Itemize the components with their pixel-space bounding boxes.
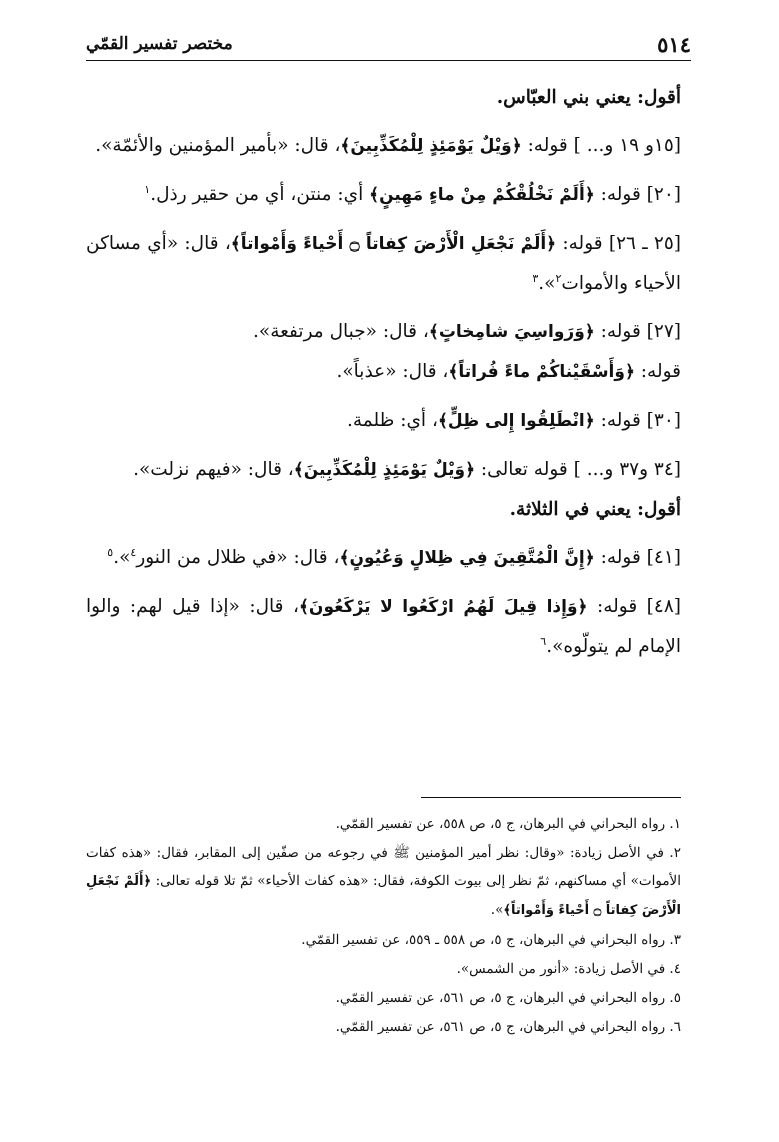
quran-quote: ﴿وَرَواسِيَ شامِخاتٍ﴾: [428, 322, 595, 342]
main-text: [86, 78, 681, 675]
paragraph: [86, 450, 681, 490]
paragraph: [86, 78, 681, 117]
paragraph-text: ، أي: ظلمة.: [347, 410, 438, 431]
paragraph: [86, 312, 681, 352]
verse-ref: [٤١] قوله:: [594, 547, 681, 568]
verse-ref: [٢٥ ـ ٢٦] قوله:: [556, 233, 681, 254]
verse-ref: [٢٧] قوله:: [594, 321, 681, 342]
paragraph: [86, 126, 681, 166]
footnote: [86, 984, 681, 1012]
paragraph-text: ».: [113, 547, 131, 568]
paragraph: [86, 352, 681, 392]
paragraph-text: ، قال: «عذباً».: [336, 361, 449, 382]
paragraph-text: ، قال: «فيهم نزلت».: [133, 459, 294, 480]
footnote-marker[interactable]: ٥: [107, 545, 114, 559]
footnote-separator: [421, 797, 681, 798]
footnotes: [86, 810, 681, 1042]
running-title: مختصر تفسير القمّي: [86, 34, 233, 54]
paragraph-text: أقول: يعني في الثلاثة.: [509, 499, 681, 520]
quran-quote: ﴿وَإِذا قِيلَ لَهُمُ ارْكَعُوا لا يَرْكَعُونَ﴾: [298, 597, 588, 617]
quran-quote: ﴿أَلَمْ نَخْلُقْكُمْ مِنْ ماءٍ مَهِينٍ﴾: [369, 185, 595, 205]
footnote-text: ١. رواه البحراني في البرهان، ج ٥، ص ٥٥٨، عن تفسير القمّي.: [335, 816, 681, 832]
verse-ref: قوله:: [634, 361, 681, 382]
verse-ref: [٣٤ و٣٧ و... ] قوله تعالى:: [475, 459, 681, 480]
paragraph: [86, 175, 681, 215]
paragraph-text: ، قال: «أي مساكن الأحياء والأموات: [86, 233, 681, 294]
paragraph-text: أي: منتن، أي من حقير رذل.: [150, 184, 370, 205]
paragraph: [86, 401, 681, 441]
paragraph: [86, 538, 681, 578]
footnote-text: ٤. في الأصل زيادة: «أنور من الشمس».: [456, 961, 681, 977]
footnote-marker[interactable]: ٢: [555, 271, 562, 285]
quran-quote: ﴿وَيْلٌ يَوْمَئِذٍ لِلْمُكَذِّبِينَ﴾: [340, 136, 522, 156]
paragraph: [86, 224, 681, 303]
footnote-text: ٥. رواه البحراني في البرهان، ج ٥، ص ٥٦١، عن تفسير القمّي.: [335, 990, 681, 1006]
quran-quote: ﴿إِنَّ الْمُتَّقِينَ فِي ظِلالٍ وَعُيُونٍ﴾: [339, 548, 595, 568]
footnote: [86, 955, 681, 983]
footnote: [86, 839, 681, 925]
footnote-text: ٢. في الأصل زيادة: «وقال: نظر أمير المؤمنين ﷺ في رجوعه من صفّين إلى المقابر، فقال: «هذه كفات الأموات» أي مساكنهم، ثمّ نظر إلى بيوت الكوفة، فقال: «هذه كفات الأحياء» ثمّ تلا قوله تعالى:: [86, 845, 681, 889]
quran-quote: ﴿وَيْلٌ يَوْمَئِذٍ لِلْمُكَذِّبِينَ﴾: [293, 460, 476, 480]
paragraph: [86, 587, 681, 666]
verse-ref: [٢٠] قوله:: [594, 184, 681, 205]
footnote-text: ٦. رواه البحراني في البرهان، ج ٥، ص ٥٦١، عن تفسير القمّي.: [335, 1019, 681, 1035]
footnote-text: ٣. رواه البحراني في البرهان، ج ٥، ص ٥٥٨ ـ ٥٥٩، عن تفسير القمّي.: [301, 932, 681, 948]
footnote: [86, 926, 681, 954]
verse-ref: [٤٨] قوله:: [587, 596, 681, 617]
paragraph-text: ، قال: «في ظلال من النور: [136, 547, 340, 568]
footnote-marker[interactable]: ٦: [540, 634, 547, 648]
running-header: [86, 30, 691, 61]
paragraph-text: أقول: يعني بني العبّاس.: [496, 87, 681, 108]
quran-quote: ﴿أَلَمْ نَجْعَلِ الْأَرْضَ كِفاتاً ۝ أَحْياءً وَأَمْواتاً﴾: [230, 234, 557, 254]
verse-ref: [٣٠] قوله:: [594, 410, 681, 431]
footnote-text: ».: [490, 902, 504, 918]
verse-ref: [١٥و ١٩ و... ] قوله:: [521, 135, 681, 156]
paragraph-text: ، قال: «جبال مرتفعة».: [253, 321, 429, 342]
paragraph-text: ، قال: «إذا قيل لهم: والوا الإمام لم يتولّوه».: [86, 596, 681, 657]
quran-quote: ﴿وَأَسْقَيْناكُمْ ماءً فُراتاً﴾: [448, 362, 635, 382]
paragraph-text: ».: [538, 273, 556, 294]
quran-quote: ﴿أَلَمْ نَجْعَلِ الْأَرْضَ كِفاتاً ۝ أَحْياءً وَأَمْواتاً﴾: [86, 874, 681, 918]
page-number: ٥١٤: [657, 32, 691, 57]
footnote-marker[interactable]: ١: [144, 182, 151, 196]
footnote-marker[interactable]: ٣: [532, 271, 539, 285]
paragraph-text: ، قال: «بأمير المؤمنين والأئمّة».: [95, 135, 341, 156]
paragraph: [86, 490, 681, 529]
footnote-marker[interactable]: ٤: [130, 545, 137, 559]
quran-quote: ﴿انْطَلِقُوا إِلى ظِلٍّ﴾: [437, 411, 595, 431]
footnote: [86, 810, 681, 838]
footnote: [86, 1013, 681, 1041]
